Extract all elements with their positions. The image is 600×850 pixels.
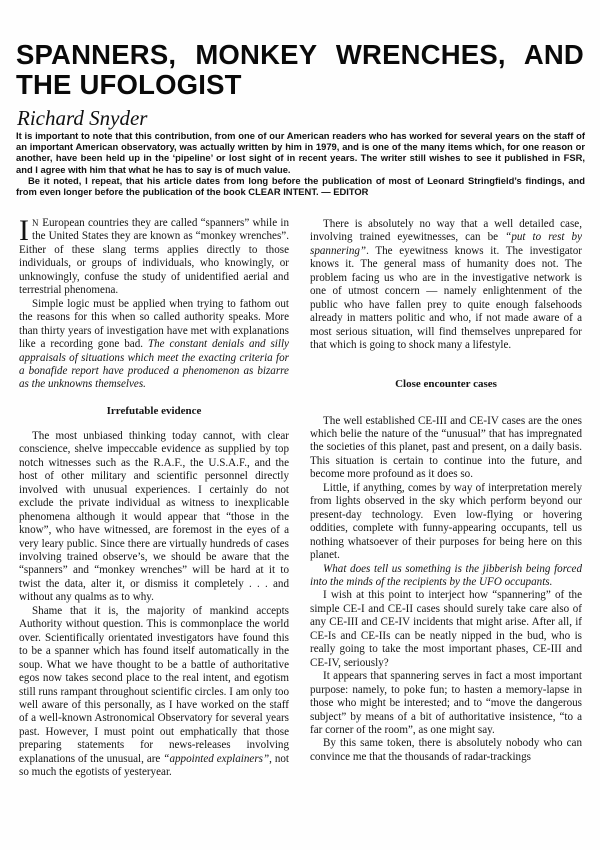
- body-paragraph: [310, 218, 582, 353]
- body-paragraph: I wish at this point to interject how “spannering” of the simple CE-I and CE-II cases should surely take care also of any CE-III and CE-IV incidents that might arise. After all, if CE-Is and CE-IIs can be neatly nipped in the bud, who is really going to take the most important phases, CE-III and CE-IV, seriously?: [310, 589, 582, 669]
- section-heading: Irrefutable evidence: [106, 404, 202, 417]
- small-cap: N: [32, 218, 39, 228]
- title-line-1: SPANNERS, MONKEY WRENCHES, AND: [16, 39, 584, 70]
- paragraph-text: . The eyewitness knows it. The investigator knows it. The general mass of humanity does not. The problem facing us who are in the investigative network is one of utmost concern — namely enlightenment of the public who have fallen prey to quite enough falsehoods already in matters politic and who, if not made aware of a most serious situation, will find themselves unprepared for that which is going to shock many a lifestyle.: [310, 244, 582, 352]
- author-byline: Richard Snyder: [17, 106, 148, 130]
- editor-note-paragraph-1: It is important to note that this contribution, from one of our American readers who has worked for several years on the staff of an important American observatory, was actually written by him in 1979, and is one of the many items which, for one reason or another, have been held up in the ‘pipeline’ or lost sight of in recent years. The writer still wishes to see it published in FSR, and I agree with him that what he has to say is of much value.: [16, 130, 585, 175]
- body-paragraph: Little, if anything, comes by way of interpretation merely from lights observed in the sky which perform beyond our present-day technology. Even low-flying or hovering oddities, complete with funny-appearing occupants, tell us nothing whatsoever of their purposes for being here on this planet.: [310, 481, 582, 562]
- paragraph-text: European countries they are called “spanners” while in the United States they are known as “monkey wrenches”. Either of these slang terms applies directly to those individuals, or groups of individuals, who knowingly, or unknowingly, confuse the study of unidentified aerial and terrestrial phenomena.: [19, 217, 289, 297]
- italic-text: The constant denials and silly appraisals of situations which meet the exacting criteria for a bonafide report have produced a phenomenon as bizarre as the unknowns themselves.: [19, 338, 289, 391]
- paragraph-text: There is absolutely no way that a well detailed case, involving trained eyewitnesses, can be: [310, 218, 582, 244]
- italic-text: What does tell us something is the jibberish being forced into the minds of the recipients by the UFO occupants.: [310, 562, 582, 588]
- body-paragraph: [310, 563, 582, 590]
- body-paragraph: [19, 605, 289, 780]
- body-paragraph: The well established CE-III and CE-IV cases are the ones which belie the nature of the “unusual” that has impregnated the societies of this planet, past and present, on a daily basis. This situation is certain to continue into the future, and become more profound as it does so.: [310, 414, 582, 481]
- paragraph-text: Simple logic must be applied when trying to fathom out the reasons for this when so called authority speaks. More than thirty years of investigation have met with explanations like a recording gone bad.: [19, 297, 289, 351]
- paragraph-text: , not so much the egotists of yesteryear.: [19, 752, 289, 779]
- body-paragraph: [19, 214, 289, 298]
- body-paragraph: [19, 298, 289, 392]
- title-line-2: THE UFOLOGIST: [16, 69, 242, 100]
- section-heading: Close encounter cases: [395, 377, 497, 390]
- right-column: [310, 218, 582, 764]
- article-title: [16, 40, 584, 100]
- body-paragraph: By this same token, there is absolutely nobody who can convince me that the thousands of radar-trackings: [310, 737, 582, 763]
- drop-cap: I: [19, 214, 29, 247]
- italic-text: “appointed explainers”: [163, 752, 270, 765]
- body-paragraph: The most unbiased thinking today cannot, with clear conscience, shelve impeccable evidence as supplied by top notch witnesses such as the R.A.F., the U.S.A.F., and the host of other military and scientific personnel directly involved with unusual experiences. I certainly do not exclude the private individual as witness to inexplicable phenomena although it would appear that “those in the know”, who have witnessed, are foremost in the eyes of a very leary public. Since there are virtually hundreds of cases involving trained observe’s, we should be aware that the “spanners” and “monkey wrenches” will be hard at it to twist the data, alter it, or dismiss it completely . . . and without any qualms as to why.: [19, 429, 289, 604]
- left-column: [19, 214, 289, 780]
- paragraph-text: Shame that it is, the majority of mankind accepts Authority without question. This is commonplace the world over. Scientifically orientated investigators have found this to be a spanner which has found itself automatically in the soup. What we have thought to be a battle of authoritative egos now takes second place to the real intent, and egotism still runs rampant throughout scientific circles. I am only too well aware of this personally, as I have worked on the staff of a well-known Astronomical Observatory for several years past. However, I must point out emphatically that those preparing statements for news-releases involving explanations of the unusual, are: [19, 604, 289, 765]
- body-paragraph: It appears that spannering serves in fact a most important purpose: namely, to poke fun; to hasten a memory-lapse in those who might be interested; and to “move the dangerous subject” by means of a bit of authoritative insistence, “to a far corner of the room”, as one might say.: [310, 670, 582, 736]
- italic-text: “put to rest by spannering”: [310, 231, 582, 257]
- editor-note: [16, 130, 585, 197]
- editor-note-paragraph-2: Be it noted, I repeat, that his article dates from long before the publication of most of Leonard Stringfield’s findings, and from even longer before the publication of the book CLEAR INTENT. — EDITOR: [16, 174, 585, 198]
